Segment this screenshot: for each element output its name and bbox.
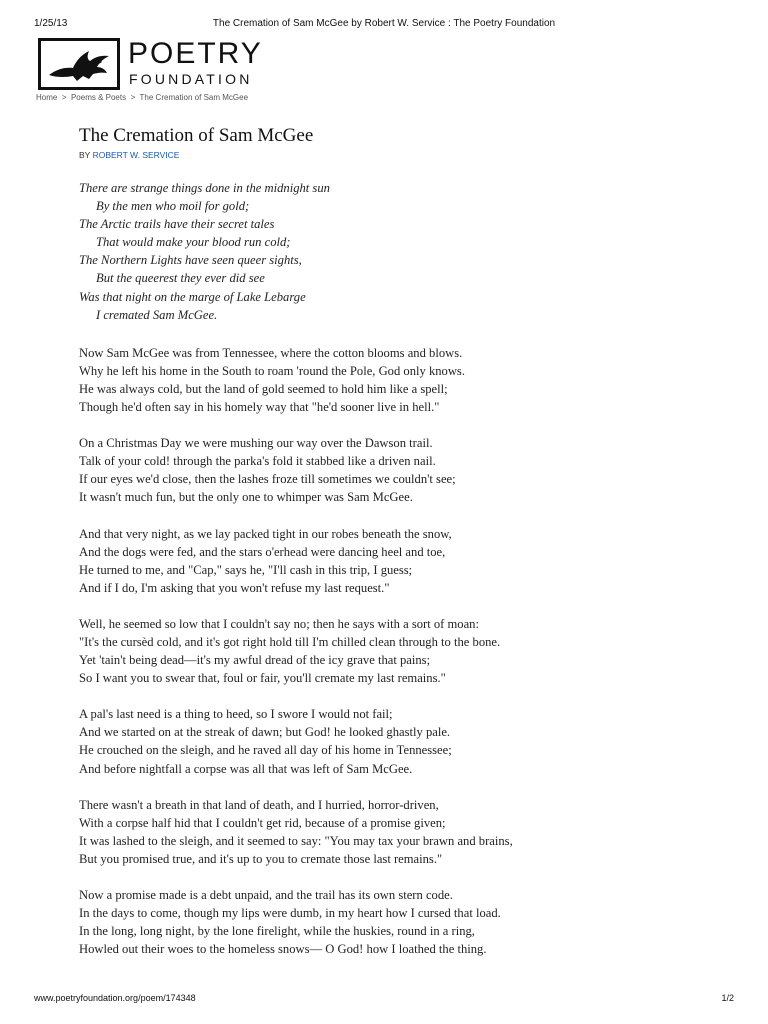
logo-word-poetry: POETRY [128,37,263,70]
breadcrumb-separator: > [130,93,136,102]
stanza [79,525,728,597]
logo-word-foundation: FOUNDATION [129,71,253,87]
poem-line: A pal's last need is a thing to heed, so I swore I would not fail; [79,707,393,722]
logo-box [38,38,120,90]
stanza [79,179,728,324]
poem-line: "It's the cursèd cold, and it's got right hold till I'm chilled clean through to the bone. [79,634,501,649]
byline [79,150,179,160]
breadcrumb-poems-poets[interactable]: Poems & Poets [70,93,127,102]
poem-line: Yet 'tain't being dead—it's my awful dread of the icy grave that pains; [79,653,431,668]
print-date: 1/25/13 [34,18,68,29]
poem-line: It wasn't much fun, but the only one to whimper was Sam McGee. [79,490,413,505]
print-page-title: The Cremation of Sam McGee by Robert W. Service : The Poetry Foundation [212,18,556,29]
poem-line: And we started on at the streak of dawn; but God! he looked ghastly pale. [79,725,451,740]
author-link[interactable]: ROBERT W. SERVICE [92,150,180,160]
poem-title: The Cremation of Sam McGee [79,125,314,146]
poem-line: But the queerest they ever did see [96,271,265,286]
poem-body [79,179,728,976]
breadcrumb [36,93,248,102]
poem-line: And if I do, I'm asking that you won't refuse my last request." [79,580,390,595]
poem-line: But you promised true, and it's up to you to cremate those last remains." [79,851,443,866]
poem-line: Well, he seemed so low that I couldn't say no; then he says with a sort of moan: [79,616,479,631]
poem-line: Why he left his home in the South to roam 'round the Pole, God only knows. [79,363,465,378]
stanza [79,434,728,506]
poem-line: Now Sam McGee was from Tennessee, where the cotton blooms and blows. [79,345,463,360]
stanza [79,705,728,777]
poem-line: Though he'd often say in his homely way that "he'd sooner live in hell." [79,400,440,415]
poem-line: It was lashed to the sleigh, and it seemed to say: "You may tax your brawn and brains, [79,833,513,848]
breadcrumb-current: The Cremation of Sam McGee [139,93,249,102]
poem-line: And before nightfall a corpse was all that was left of Sam McGee. [79,761,413,776]
poem-line: In the days to come, though my lips were dumb, in my heart how I cursed that load. [79,906,501,921]
poem-line: By the men who moil for gold; [96,199,250,214]
pegasus-icon [43,43,117,87]
poem-line: He turned to me, and "Cap," says he, "I'll cash in this trip, I guess; [79,562,413,577]
poem-line: There are strange things done in the midnight sun [79,181,330,195]
print-page-number: 1/2 [721,993,734,1003]
poem-line: That would make your blood run cold; [96,235,291,250]
stanza [79,796,728,868]
byline-prefix: BY [79,150,91,160]
stanza [79,886,728,958]
print-header [34,18,734,32]
print-url: www.poetryfoundation.org/poem/174348 [34,993,196,1003]
poetry-foundation-logo[interactable] [38,38,268,90]
breadcrumb-home[interactable]: Home [36,93,58,102]
poem-line: The Northern Lights have seen queer sights, [79,253,302,268]
poem-line: If our eyes we'd close, then the lashes froze till sometimes we couldn't see; [79,472,456,487]
print-footer [34,993,734,1007]
poem-line: Howled out their woes to the homeless snows— O God! how I loathed the thing. [79,942,487,957]
poem-line: He was always cold, but the land of gold seemed to hold him like a spell; [79,381,448,396]
poem-line: He crouched on the sleigh, and he raved all day of his home in Tennessee; [79,743,452,758]
stanza [79,615,728,687]
poem-line: The Arctic trails have their secret tales [79,217,275,232]
poem-line: Was that night on the marge of Lake Lebarge [79,289,306,304]
breadcrumb-separator: > [61,93,67,102]
poem-line: And that very night, as we lay packed tight in our robes beneath the snow, [79,526,452,541]
poem-line: I cremated Sam McGee. [96,307,218,322]
poem-line: So I want you to swear that, foul or fair, you'll cremate my last remains." [79,671,446,686]
stanza [79,344,728,416]
poem-line: With a corpse half hid that I couldn't get rid, because of a promise given; [79,815,446,830]
poem-line: Talk of your cold! through the parka's fold it stabbed like a driven nail. [79,454,436,469]
poem-line: On a Christmas Day we were mushing our way over the Dawson trail. [79,436,433,451]
poem-line: Now a promise made is a debt unpaid, and the trail has its own stern code. [79,888,453,902]
poem-line: There wasn't a breath in that land of death, and I hurried, horror-driven, [79,797,439,812]
poem-line: And the dogs were fed, and the stars o'erhead were dancing heel and toe, [79,544,446,559]
poem-line: In the long, long night, by the lone firelight, while the huskies, round in a ring, [79,924,475,939]
